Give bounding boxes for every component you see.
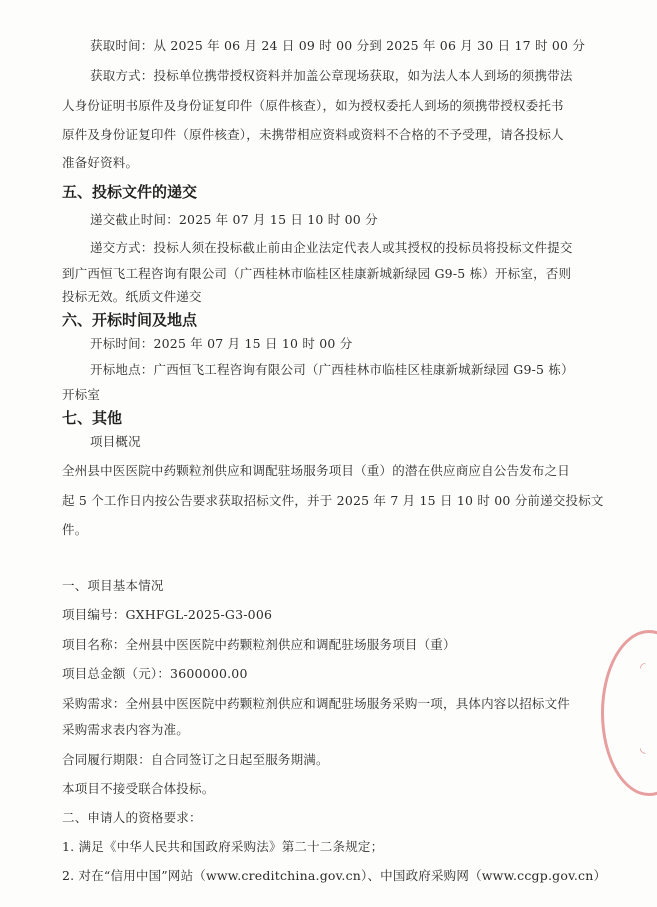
- overview-line: 起 5 个工作日内按公告要求获取招标文件，并于 2025 年 7 月 15 日 10 时 00 分前递交投标文: [62, 493, 604, 508]
- project-name: 项目名称：全州县中医医院中药颗粒剂供应和调配驻场服务项目（重）: [62, 637, 456, 652]
- contract-period: 合同履行期限：自合同签订之日起至服务期满。: [62, 752, 329, 767]
- obtain-method-line: 原件及身份证复印件（原件核查），未携带相应资料或资料不合格的不予受理，请各投标人: [62, 127, 564, 142]
- seal-mark-icon: ◟: [640, 740, 646, 756]
- open-time-line: 开标时间：2025 年 07 月 15 日 10 时 00 分: [90, 336, 353, 351]
- deadline-line: 递交截止时间：2025 年 07 月 15 日 10 时 00 分: [90, 212, 378, 227]
- submit-method-line: 到广西恒飞工程咨询有限公司（广西桂林市临桂区桂康新城新绿园 G9-5 栋）开标室，否则: [62, 266, 572, 281]
- section-heading-submission: 五、投标文件的递交: [62, 183, 198, 201]
- section-heading-other: 七、其他: [62, 409, 123, 427]
- overview-label: 项目概况: [90, 434, 141, 449]
- no-consortium-note: 本项目不接受联合体投标。: [62, 781, 215, 796]
- obtain-method-line: 获取方式：投标单位携带授权资料并加盖公章现场获取，如为法人本人到场的须携带法: [90, 68, 573, 83]
- procurement-demand-line: 采购需求表内容为准。: [62, 722, 190, 737]
- basic-info-heading: 一、项目基本情况: [62, 578, 164, 593]
- obtain-method-line: 准备好资料。: [62, 155, 139, 170]
- overview-line: 全州县中医医院中药颗粒剂供应和调配驻场服务项目（重）的潜在供应商应自公告发布之日: [62, 463, 571, 478]
- qualification-item-1: 1. 满足《中华人民共和国政府采购法》第二十二条规定；: [62, 839, 384, 854]
- seal-mark-icon: ◜: [640, 660, 646, 676]
- overview-line: 件。: [62, 522, 88, 537]
- project-total-amount: 项目总金额（元）：3600000.00: [62, 666, 248, 681]
- submit-method-line: 递交方式：投标人须在投标截止前由企业法定代表人或其授权的投标员将投标文件提交: [90, 240, 573, 255]
- qualification-item-2: 2. 对在“信用中国”网站（www.creditchina.gov.cn）、中国政府采购网（www.ccgp.gov.cn）: [62, 868, 607, 883]
- obtain-method-line: 人身份证明书原件及身份证复印件（原件核查），如为授权委托人到场的须携带授权委托书: [62, 98, 564, 113]
- submit-method-line: 投标无效。纸质文件递交: [62, 289, 202, 304]
- qualification-heading: 二、申请人的资格要求：: [62, 810, 202, 825]
- section-heading-opening: 六、开标时间及地点: [62, 311, 198, 329]
- red-seal-stamp: [601, 630, 657, 796]
- open-place-line: 开标地点：广西恒飞工程咨询有限公司（广西桂林市临桂区桂康新城新绿园 G9-5 栋）: [90, 362, 574, 377]
- project-number: 项目编号：GXHFGL-2025-G3-006: [62, 607, 273, 622]
- obtain-time-line: 获取时间：从 2025 年 06 月 24 日 09 时 00 分到 2025 年 06 月 30 日 17 时 00 分: [90, 38, 586, 53]
- open-place-line: 开标室: [62, 387, 101, 402]
- procurement-demand-line: 采购需求：全州县中医医院中药颗粒剂供应和调配驻场服务采购一项，具体内容以招标文件: [62, 696, 571, 711]
